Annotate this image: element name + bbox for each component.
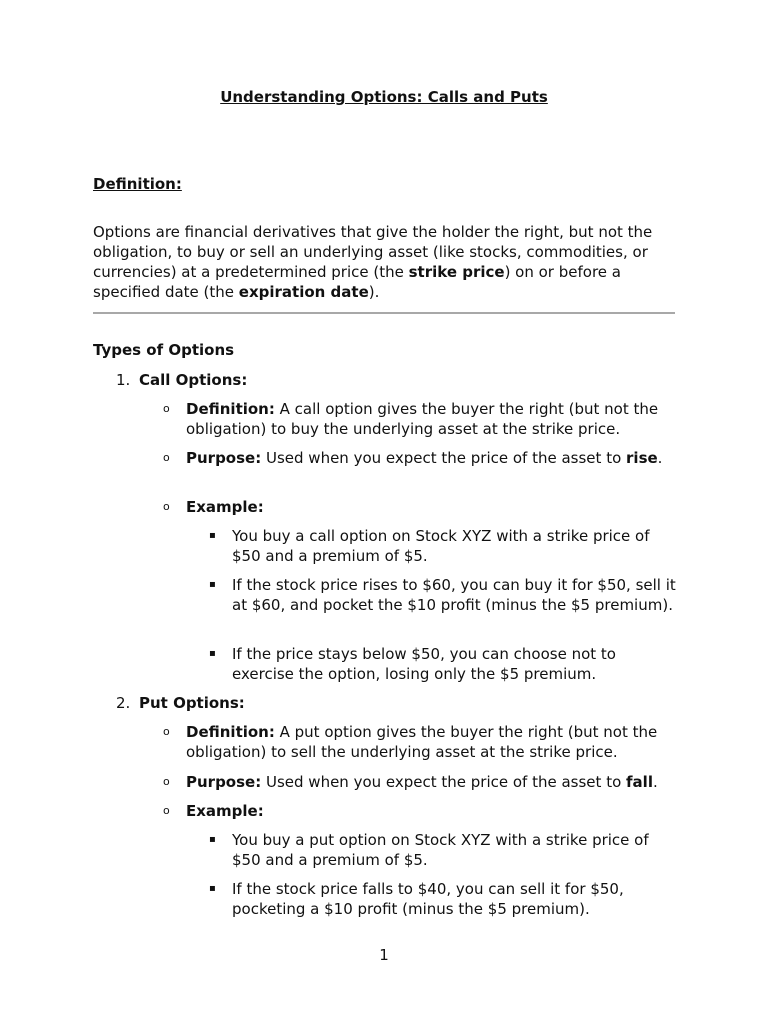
definition-text: ) on or before a specified date (the	[93, 263, 621, 301]
put-purpose	[186, 772, 676, 792]
list-number: 1.	[116, 371, 131, 389]
put-definition-label: Definition:	[186, 723, 275, 741]
put-purpose-term: fall	[626, 773, 653, 791]
put-definition	[186, 722, 676, 762]
put-example-1: You buy a put option on Stock XYZ with a strike price of $50 and a premium of $5.	[232, 831, 649, 869]
call-definition	[186, 399, 676, 439]
list-number: 2.	[116, 694, 131, 712]
call-definition-text: A call option gives the buyer the right (but not the obligation) to buy the underlying asset at the strike price.	[186, 400, 659, 438]
call-purpose	[186, 448, 676, 468]
page-number: 1	[379, 946, 389, 964]
types-heading: Types of Options	[93, 341, 235, 359]
put-options-label: Put Options:	[139, 694, 245, 712]
list-bullet: ▪	[209, 579, 216, 590]
list-bullet: o	[163, 775, 170, 788]
call-definition-label: Definition:	[186, 400, 275, 418]
put-example-2: If the stock price falls to $40, you can sell it for $50, pocketing a $10 profit (minus the $5 premium).	[232, 880, 624, 918]
list-bullet: o	[163, 451, 170, 464]
list-bullet: o	[163, 500, 170, 513]
list-bullet: o	[163, 725, 170, 738]
definition-heading: Definition:	[93, 175, 182, 193]
list-bullet: o	[163, 402, 170, 415]
list-bullet: ▪	[209, 530, 216, 541]
call-options-label: Call Options:	[139, 371, 248, 389]
put-definition-text: A put option gives the buyer the right (but not the obligation) to sell the underlying asset at the strike price.	[186, 723, 658, 761]
put-purpose-text: Used when you expect the price of the asset to	[261, 773, 627, 791]
list-bullet: ▪	[209, 834, 216, 845]
call-example-label	[186, 497, 676, 517]
call-purpose-term: rise	[626, 449, 658, 467]
put-example-label	[186, 801, 676, 821]
call-example-1: You buy a call option on Stock XYZ with a strike price of $50 and a premium of $5.	[232, 527, 650, 565]
definition-text: ).	[368, 283, 380, 301]
horizontal-divider	[93, 312, 675, 314]
call-example-3: If the price stays below $50, you can choose not to exercise the option, losing only the $5 premium.	[232, 645, 616, 683]
call-example-label-text: Example:	[186, 498, 264, 516]
definition-paragraph	[93, 222, 675, 302]
call-purpose-label: Purpose:	[186, 449, 262, 467]
put-example-label-text: Example:	[186, 802, 264, 820]
expiration-date-term: expiration date	[238, 283, 369, 301]
call-purpose-text: Used when you expect the price of the asset to	[261, 449, 627, 467]
list-bullet: o	[163, 804, 170, 817]
list-bullet: ▪	[209, 883, 216, 894]
put-purpose-label: Purpose:	[186, 773, 262, 791]
strike-price-term: strike price	[408, 263, 505, 281]
call-example-2: If the stock price rises to $60, you can buy it for $50, sell it at $60, and pocket the $10 profit (minus the $5 premium).	[232, 576, 676, 614]
list-bullet: ▪	[209, 648, 216, 659]
definition-text: Options are financial derivatives that give the holder the right, but not the obligation, to buy or sell an underlying asset (like stocks, commodities, or currencies) at a predetermined price (the	[93, 223, 653, 281]
call-purpose-end: .	[657, 449, 663, 467]
document-title: Understanding Options: Calls and Puts	[220, 88, 548, 106]
put-purpose-end: .	[652, 773, 658, 791]
